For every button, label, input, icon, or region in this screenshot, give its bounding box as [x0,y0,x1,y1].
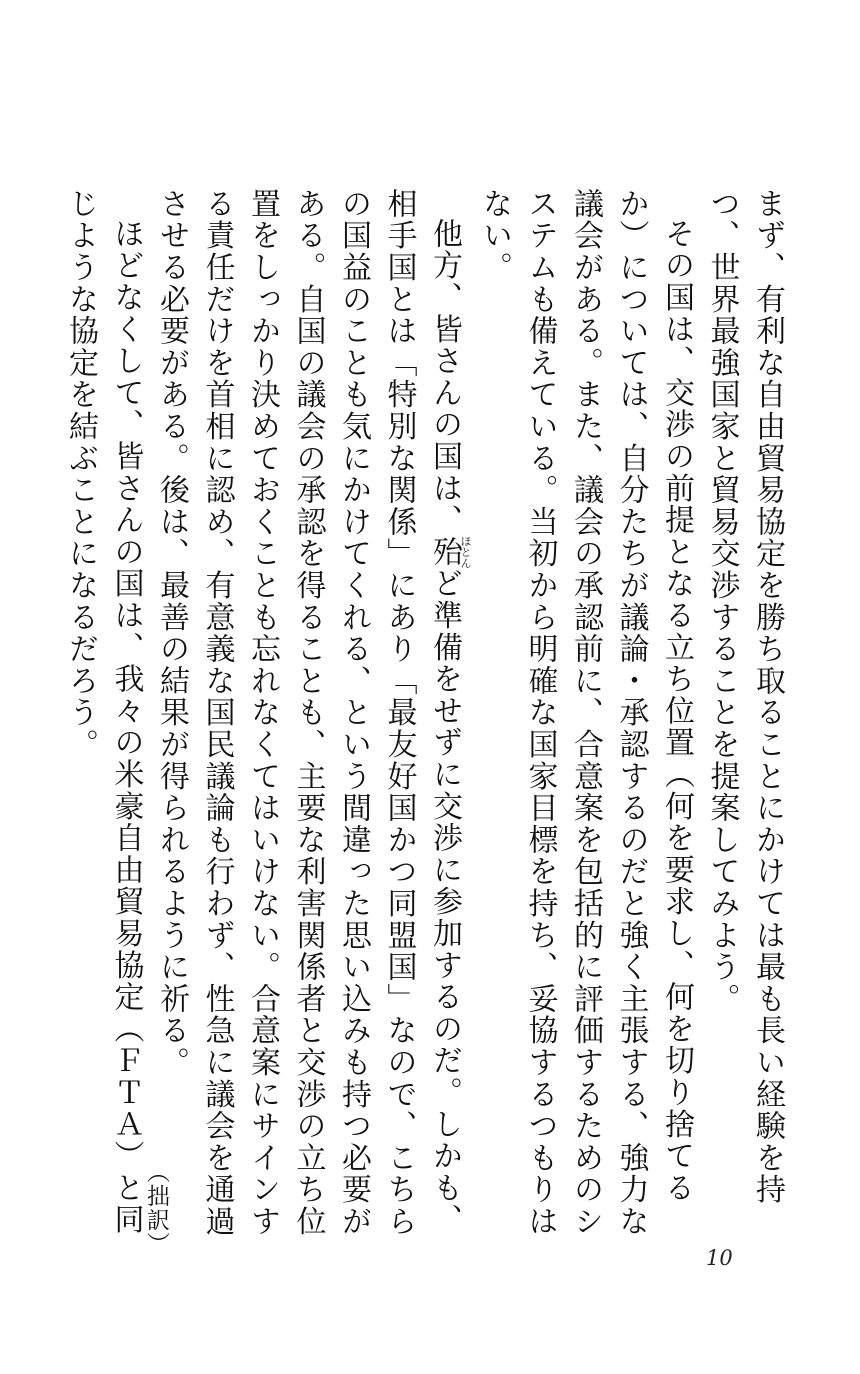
ruby-base: 殆 [427,535,462,569]
paragraph-3-text-before: 他方、皆さんの国は、 [427,218,462,536]
paragraph-1-text: まず、有利な自由貿易協定を勝ち取ることにかけては最も長い経験を持つ、世界最強国家と貿易交渉することを提案してみよう。 [704,188,785,1206]
paragraph-3-text-after: ど準備をせずに交渉に参加するのだ。しかも、相手国とは「特別な関係」にあり「最友好国かつ同盟国」なので、こちらの国益のことも気にかけてくれる、という間違った思い込みも持つ必要がある。自国の議会の承認を得ることも、主要な利害関係者と交渉の立ち位置をしっかり決めておくことも忘れなくてはいけない。合意案にサインする責任だけを首相に認め、有意義な国民議論も行わず、性急に議会を通過させる必要がある。後は、最善の結果が得られるように祈る。 [154,188,462,1238]
ruby-reading: ほとん [459,535,472,569]
translation-credit: （拙訳） [143,1160,169,1256]
paragraph-2-text: その国は、交渉の前提となる立ち位置（何を要求し、何を切り捨てるか）については、自分たちが議論・承認するのだと強く主張する、強力な議会がある。また、議会の承認前に、合意案を包括的に評価するためのシステムも備えている。当初から明確な国家目標を持ち、妥協するつもりはない。 [477,188,694,1238]
paragraph-4-text: ほどなくして、皆さんの国は、我々の米豪自由貿易協定（ＦＴＡ）と同じような協定を結ぶことになるだろう。 [63,188,144,1236]
paragraph-3 [149,188,472,1243]
furigana-word [427,535,472,569]
paragraph-2 [472,188,700,1243]
paragraph-1 [699,188,790,1243]
vertical-body-text [63,188,790,1243]
page-number: 10 [706,1246,733,1270]
paragraph-4 [58,188,149,1243]
